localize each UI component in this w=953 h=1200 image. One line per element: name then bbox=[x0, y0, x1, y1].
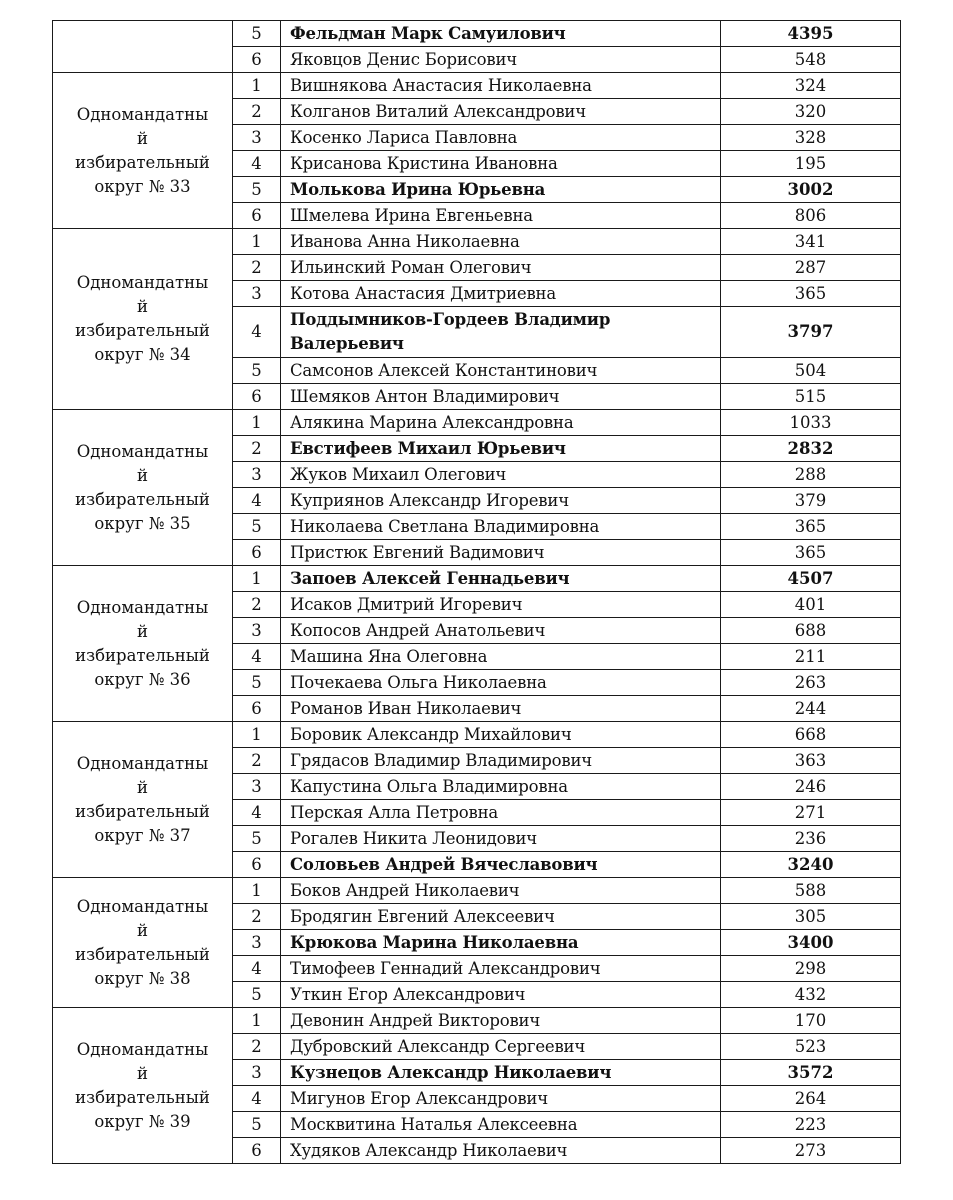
district-cell bbox=[53, 722, 233, 878]
candidate-number: 6 bbox=[233, 384, 281, 410]
district-cell bbox=[53, 878, 233, 1008]
vote-count: 515 bbox=[721, 384, 901, 410]
vote-count: 3797 bbox=[721, 307, 901, 358]
candidate-name: Жуков Михаил Олегович bbox=[281, 462, 721, 488]
candidate-number: 2 bbox=[233, 592, 281, 618]
candidate-name: Исаков Дмитрий Игоревич bbox=[281, 592, 721, 618]
candidate-row bbox=[53, 1008, 901, 1034]
election-results-table bbox=[52, 20, 901, 1164]
candidate-number: 2 bbox=[233, 99, 281, 125]
candidate-name: Пристюк Евгений Вадимович bbox=[281, 540, 721, 566]
candidate-name: Москвитина Наталья Алексеевна bbox=[281, 1112, 721, 1138]
district-label-line: Одномандатны bbox=[76, 104, 209, 124]
candidate-number: 3 bbox=[233, 930, 281, 956]
vote-count: 363 bbox=[721, 748, 901, 774]
candidate-name: Романов Иван Николаевич bbox=[281, 696, 721, 722]
candidate-number: 4 bbox=[233, 1086, 281, 1112]
district-label-line: округ № 33 bbox=[94, 176, 191, 196]
candidate-name: Колганов Виталий Александрович bbox=[281, 99, 721, 125]
district-label-line: й bbox=[137, 920, 148, 940]
candidate-number: 1 bbox=[233, 722, 281, 748]
vote-count: 548 bbox=[721, 47, 901, 73]
district-label-line: Одномандатны bbox=[76, 441, 209, 461]
vote-count: 1033 bbox=[721, 410, 901, 436]
vote-count: 365 bbox=[721, 281, 901, 307]
candidate-name: Самсонов Алексей Константинович bbox=[281, 358, 721, 384]
district-label-line: округ № 38 bbox=[94, 968, 191, 988]
candidate-row bbox=[53, 410, 901, 436]
district-label-line: округ № 34 bbox=[94, 345, 191, 364]
district-label-line: округ № 35 bbox=[94, 513, 191, 533]
candidate-number: 5 bbox=[233, 177, 281, 203]
vote-count: 806 bbox=[721, 203, 901, 229]
vote-count: 523 bbox=[721, 1034, 901, 1060]
candidate-number: 1 bbox=[233, 566, 281, 592]
district-label-line: й bbox=[137, 128, 148, 148]
candidate-name: Бродягин Евгений Алексеевич bbox=[281, 904, 721, 930]
candidate-number: 3 bbox=[233, 1060, 281, 1086]
candidate-name: Молькова Ирина Юрьевна bbox=[281, 177, 721, 203]
vote-count: 4507 bbox=[721, 566, 901, 592]
vote-count: 432 bbox=[721, 982, 901, 1008]
candidate-number: 1 bbox=[233, 229, 281, 255]
results-table-body bbox=[53, 21, 901, 1164]
candidate-row bbox=[53, 878, 901, 904]
candidate-row-winner bbox=[53, 21, 901, 47]
candidate-number: 5 bbox=[233, 21, 281, 47]
vote-count: 287 bbox=[721, 255, 901, 281]
candidate-number: 5 bbox=[233, 514, 281, 540]
vote-count: 246 bbox=[721, 774, 901, 800]
candidate-number: 3 bbox=[233, 281, 281, 307]
vote-count: 341 bbox=[721, 229, 901, 255]
candidate-number: 3 bbox=[233, 462, 281, 488]
candidate-number: 2 bbox=[233, 904, 281, 930]
vote-count: 236 bbox=[721, 826, 901, 852]
vote-count: 401 bbox=[721, 592, 901, 618]
vote-count: 379 bbox=[721, 488, 901, 514]
candidate-name: Котова Анастасия Дмитриевна bbox=[281, 281, 721, 307]
vote-count: 298 bbox=[721, 956, 901, 982]
district-label-line: Одномандатны bbox=[76, 273, 209, 292]
district-label-line: округ № 37 bbox=[94, 825, 191, 845]
candidate-number: 2 bbox=[233, 748, 281, 774]
district-label-line: избирательный bbox=[75, 1087, 210, 1107]
district-label-line: й bbox=[137, 621, 148, 641]
candidate-number: 2 bbox=[233, 255, 281, 281]
candidate-name: Капустина Ольга Владимировна bbox=[281, 774, 721, 800]
candidate-name: Боков Андрей Николаевич bbox=[281, 878, 721, 904]
district-label-line: избирательный bbox=[75, 321, 210, 340]
candidate-name: Тимофеев Геннадий Александрович bbox=[281, 956, 721, 982]
candidate-row bbox=[53, 722, 901, 748]
vote-count: 305 bbox=[721, 904, 901, 930]
candidate-name: Евстифеев Михаил Юрьевич bbox=[281, 436, 721, 462]
vote-count: 264 bbox=[721, 1086, 901, 1112]
candidate-name: Дубровский Александр Сергеевич bbox=[281, 1034, 721, 1060]
candidate-name: Худяков Александр Николаевич bbox=[281, 1138, 721, 1164]
district-label-line: Одномандатны bbox=[76, 896, 209, 916]
candidate-name: Почекаева Ольга Николаевна bbox=[281, 670, 721, 696]
candidate-number: 5 bbox=[233, 670, 281, 696]
vote-count: 211 bbox=[721, 644, 901, 670]
vote-count: 288 bbox=[721, 462, 901, 488]
district-label-line: й bbox=[137, 297, 148, 316]
district-label-line: избирательный bbox=[75, 944, 210, 964]
candidate-name: Вишнякова Анастасия Николаевна bbox=[281, 73, 721, 99]
district-label-line: й bbox=[137, 1063, 148, 1083]
vote-count: 195 bbox=[721, 151, 901, 177]
candidate-number: 3 bbox=[233, 618, 281, 644]
candidate-number: 4 bbox=[233, 151, 281, 177]
candidate-name: Шмелева Ирина Евгеньевна bbox=[281, 203, 721, 229]
candidate-row bbox=[53, 229, 901, 255]
candidate-name: Соловьев Андрей Вячеславович bbox=[281, 852, 721, 878]
candidate-number: 1 bbox=[233, 1008, 281, 1034]
candidate-name: Шемяков Антон Владимирович bbox=[281, 384, 721, 410]
district-cell bbox=[53, 410, 233, 566]
candidate-name: Фельдман Марк Самуилович bbox=[281, 21, 721, 47]
candidate-number: 2 bbox=[233, 436, 281, 462]
vote-count: 170 bbox=[721, 1008, 901, 1034]
candidate-number: 4 bbox=[233, 800, 281, 826]
district-label-line: избирательный bbox=[75, 645, 210, 665]
candidate-number: 4 bbox=[233, 644, 281, 670]
vote-count: 271 bbox=[721, 800, 901, 826]
candidate-number: 4 bbox=[233, 488, 281, 514]
vote-count: 365 bbox=[721, 514, 901, 540]
candidate-name: Куприянов Александр Игоревич bbox=[281, 488, 721, 514]
candidate-name: Боровик Александр Михайлович bbox=[281, 722, 721, 748]
district-label-line: Одномандатны bbox=[76, 597, 209, 617]
candidate-number: 3 bbox=[233, 774, 281, 800]
district-label-line: Одномандатны bbox=[76, 1039, 209, 1059]
candidate-number: 4 bbox=[233, 956, 281, 982]
candidate-name: Девонин Андрей Викторович bbox=[281, 1008, 721, 1034]
district-cell bbox=[53, 21, 233, 73]
candidate-name: Алякина Марина Александровна bbox=[281, 410, 721, 436]
candidate-name: Копосов Андрей Анатольевич bbox=[281, 618, 721, 644]
candidate-row bbox=[53, 73, 901, 99]
candidate-name: Машина Яна Олеговна bbox=[281, 644, 721, 670]
candidate-number: 5 bbox=[233, 358, 281, 384]
candidate-name: Грядасов Владимир Владимирович bbox=[281, 748, 721, 774]
candidate-number: 2 bbox=[233, 1034, 281, 1060]
district-label-line: избирательный bbox=[75, 801, 210, 821]
district-cell bbox=[53, 1008, 233, 1164]
vote-count: 3400 bbox=[721, 930, 901, 956]
district-label-line: округ № 36 bbox=[94, 669, 191, 689]
candidate-number: 5 bbox=[233, 1112, 281, 1138]
candidate-name: Крисанова Кристина Ивановна bbox=[281, 151, 721, 177]
vote-count: 588 bbox=[721, 878, 901, 904]
candidate-number: 5 bbox=[233, 826, 281, 852]
district-label-line: округ № 39 bbox=[94, 1111, 191, 1131]
candidate-name: Иванова Анна Николаевна bbox=[281, 229, 721, 255]
candidate-name: Рогалев Никита Леонидович bbox=[281, 826, 721, 852]
candidate-name: Крюкова Марина Николаевна bbox=[281, 930, 721, 956]
vote-count: 365 bbox=[721, 540, 901, 566]
district-cell bbox=[53, 566, 233, 722]
vote-count: 3002 bbox=[721, 177, 901, 203]
candidate-number: 5 bbox=[233, 982, 281, 1008]
district-label-line: й bbox=[137, 777, 148, 797]
candidate-name: Перская Алла Петровна bbox=[281, 800, 721, 826]
district-cell bbox=[53, 73, 233, 229]
vote-count: 324 bbox=[721, 73, 901, 99]
vote-count: 668 bbox=[721, 722, 901, 748]
candidate-name: Поддымников-Гордеев Владимир Валерьевич bbox=[281, 307, 721, 358]
candidate-number: 6 bbox=[233, 1138, 281, 1164]
candidate-name: Кузнецов Александр Николаевич bbox=[281, 1060, 721, 1086]
vote-count: 328 bbox=[721, 125, 901, 151]
candidate-name: Запоев Алексей Геннадьевич bbox=[281, 566, 721, 592]
candidate-name: Мигунов Егор Александрович bbox=[281, 1086, 721, 1112]
candidate-name: Николаева Светлана Владимировна bbox=[281, 514, 721, 540]
vote-count: 223 bbox=[721, 1112, 901, 1138]
vote-count: 320 bbox=[721, 99, 901, 125]
candidate-name: Ильинский Роман Олегович bbox=[281, 255, 721, 281]
district-label-line: й bbox=[137, 465, 148, 485]
candidate-number: 3 bbox=[233, 125, 281, 151]
candidate-name: Косенко Лариса Павловна bbox=[281, 125, 721, 151]
candidate-number: 6 bbox=[233, 540, 281, 566]
district-label-line: избирательный bbox=[75, 489, 210, 509]
candidate-name: Яковцов Денис Борисович bbox=[281, 47, 721, 73]
vote-count: 688 bbox=[721, 618, 901, 644]
vote-count: 3240 bbox=[721, 852, 901, 878]
candidate-name: Уткин Егор Александрович bbox=[281, 982, 721, 1008]
candidate-number: 6 bbox=[233, 696, 281, 722]
candidate-number: 1 bbox=[233, 878, 281, 904]
vote-count: 4395 bbox=[721, 21, 901, 47]
candidate-number: 6 bbox=[233, 203, 281, 229]
candidate-number: 6 bbox=[233, 47, 281, 73]
vote-count: 263 bbox=[721, 670, 901, 696]
vote-count: 244 bbox=[721, 696, 901, 722]
candidate-number: 1 bbox=[233, 73, 281, 99]
district-cell bbox=[53, 229, 233, 410]
district-label-line: Одномандатны bbox=[76, 753, 209, 773]
vote-count: 2832 bbox=[721, 436, 901, 462]
vote-count: 504 bbox=[721, 358, 901, 384]
vote-count: 273 bbox=[721, 1138, 901, 1164]
candidate-number: 6 bbox=[233, 852, 281, 878]
district-label-line: избирательный bbox=[75, 152, 210, 172]
candidate-row-winner bbox=[53, 566, 901, 592]
candidate-number: 4 bbox=[233, 307, 281, 358]
vote-count: 3572 bbox=[721, 1060, 901, 1086]
candidate-number: 1 bbox=[233, 410, 281, 436]
